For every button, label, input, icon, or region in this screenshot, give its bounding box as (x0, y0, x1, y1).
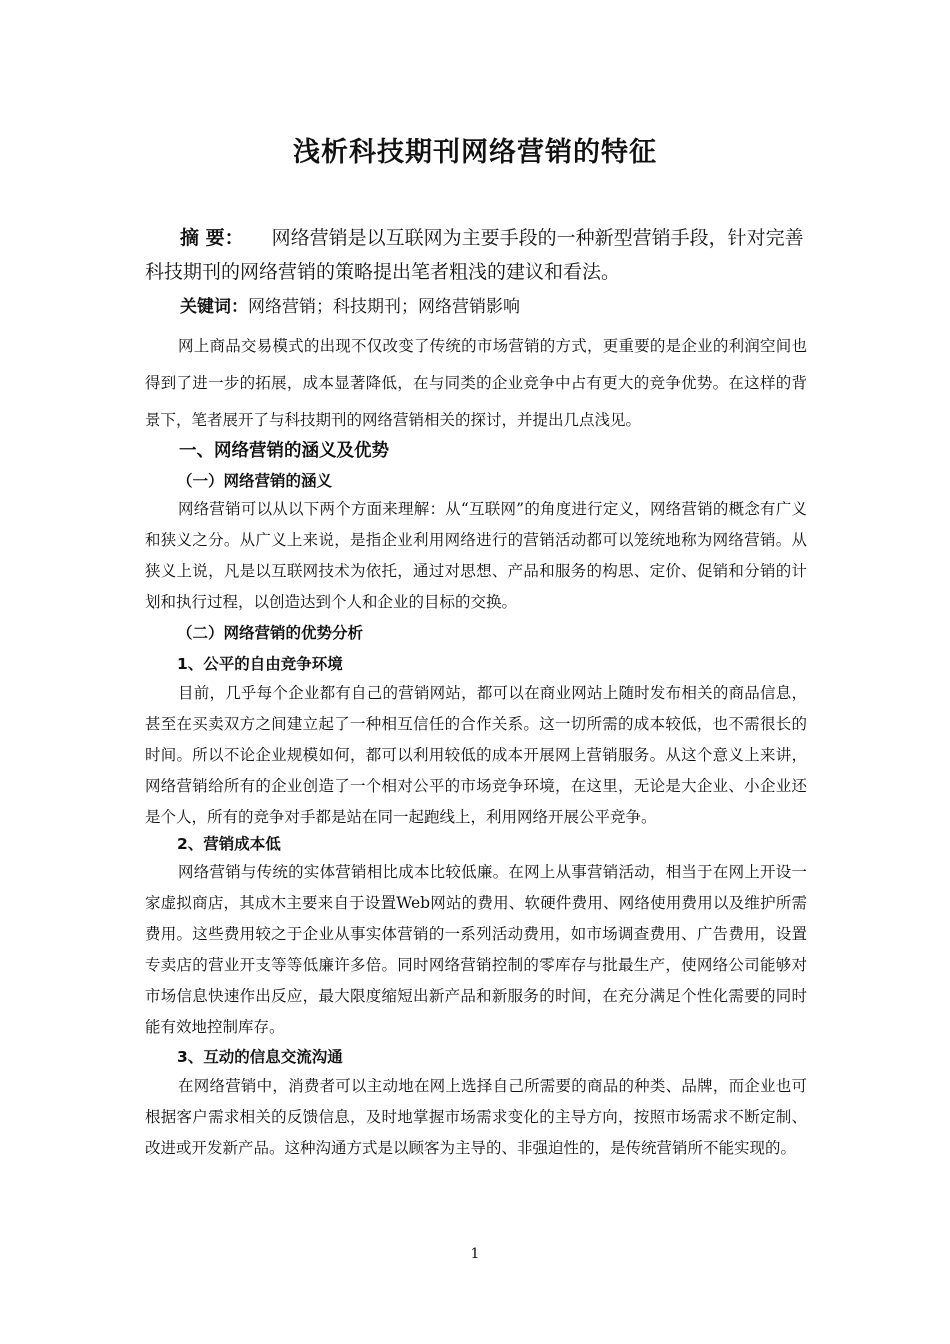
fair-competition-paragraph: 目前，几乎每个企业都有自己的营销网站，都可以在商业网站上随时发布相关的商品信息，甚至在买卖双方之间建立起了一种相互信任的合作关系。这一切所需的成本较低，也不需很长的时间。所以不论企业规模如何，都可以利用较低的成本开展网上营销服务。从这个意义上来讲，网络营销给所有的企业创造了一个相对公平的市场竞争环境，在这里，无论是大企业、小企业还是个人，所有的竞争对手都是站在同一起跑线上，利用网络开展公平竞争。 (145, 684, 807, 826)
point-heading-fair-competition: 1、公平的自由竞争环境 (177, 655, 343, 673)
low-cost-paragraph: 网络营销与传统的实体营销相比成本比较低廉。在网上从事营销活动，相当于在网上开设一家虚拟商店，其成木主要来自于设置Web网站的费用、软硬件费用、网络使用费用以及维护所需费用。这些费用较之于企业从事实体营销的一系列活动费用，如市场调查费用、广告费用，设置专卖店的营业开支等等低廉许多倍。同时网络营销控制的零库存与批最生产，使网络公司能够对市场信息快速作出反应，最大限度缩短出新产品和新服务的时间，在充分满足个性化需要的同时能有效地控制库存。 (145, 863, 807, 1036)
interaction-paragraph: 在网络营销中，消费者可以主动地在网上选择自己所需要的商品的种类、品牌，而企业也可根据客户需求相关的反馈信息，及时地掌握市场需求变化的主导方向，按照市场需求不断定制、改进或开发新产品。这种沟通方式是以顾客为主导的、非强迫性的，是传统营销所不能实现的。 (145, 1077, 807, 1157)
abstract-label: 摘 要： (180, 227, 244, 249)
keywords-label: 关键词： (180, 297, 248, 317)
point-heading-low-cost: 2、营销成本低 (177, 835, 281, 853)
keywords (180, 292, 520, 322)
page-number: 1 (470, 1246, 480, 1262)
subsection-heading-definition: （一）网络营销的涵义 (177, 472, 333, 490)
document-title: 浅析科技期刊网络营销的特征 (293, 137, 657, 168)
definition-paragraph: 网络营销可以从以下两个方面来理解：从“互联网”的角度进行定义，网络营销的概念有广义和狭义之分。从广义上来说，是指企业利用网络进行的营销活动都可以笼统地称为网络营销。从狭义上说，凡是以互联网技术为依托，通过对思想、产品和服务的构思、定价、促销和分销的计划和执行过程，以创造达到个人和企业的目标的交换。 (145, 500, 807, 611)
intro-paragraph: 网上商品交易模式的出现不仅改变了传统的市场营销的方式，更重要的是企业的利润空间也得到了进一步的拓展，成本显著降低，在与同类的企业竞争中占有更大的竞争优势。在这样的背景下，笔者展开了与科技期刊的网络营销相关的探讨，并提出几点浅见。 (145, 337, 807, 429)
keywords-text: 网络营销；科技期刊；网络营销影响 (248, 297, 520, 317)
point-heading-interaction: 3、互动的信息交流沟通 (177, 1048, 343, 1066)
abstract-text: 网络营销是以互联网为主要手段的一种新型营销手段，针对完善科技期刊的网络营销的策略提出笔者粗浅的建议和看法。 (145, 227, 804, 283)
subsection-heading-advantages: （二）网络营销的优势分析 (177, 624, 364, 642)
abstract (145, 221, 805, 289)
section-heading: 一、网络营销的涵义及优势 (179, 441, 389, 461)
